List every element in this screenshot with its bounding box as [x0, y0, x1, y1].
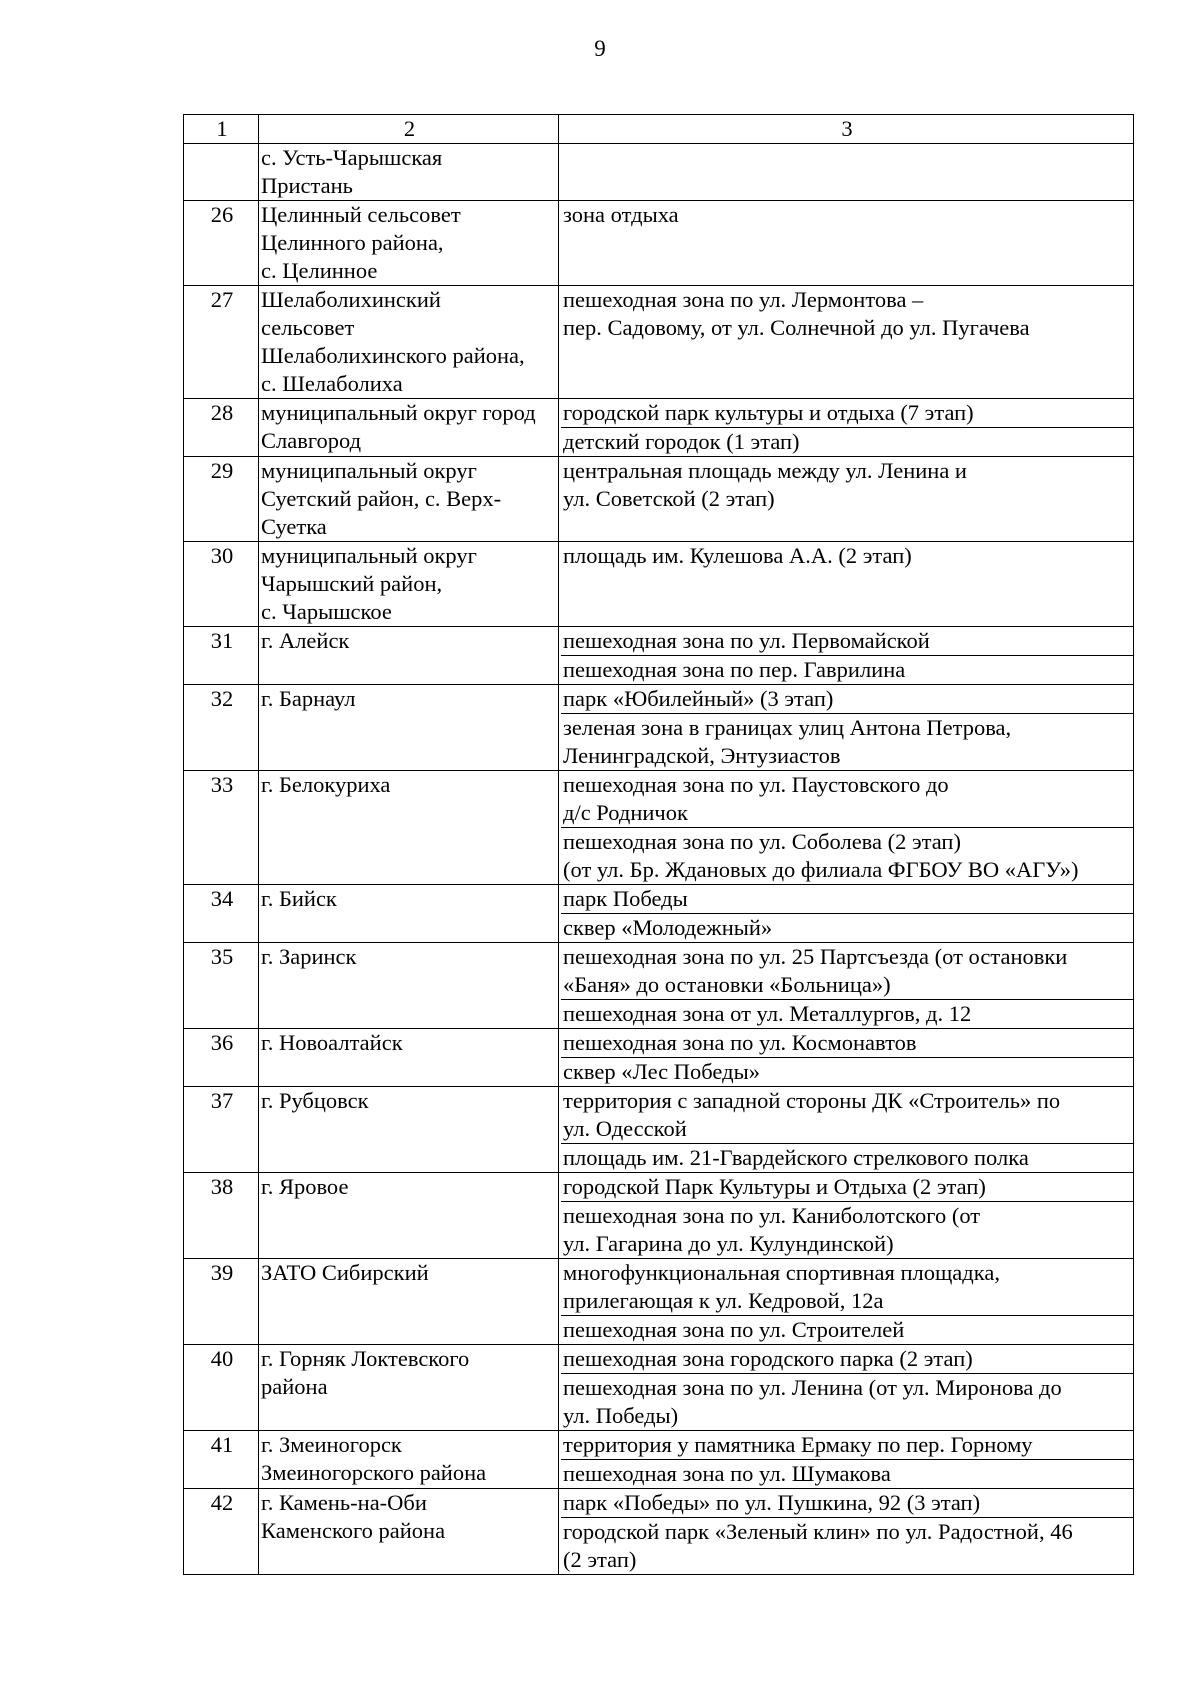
municipality-name: г. Барнаул [259, 685, 559, 771]
object-item: городской парк «Зеленый клин» по ул. Радостной, 46 (2 этап) [561, 1517, 1133, 1574]
table-header-row [184, 115, 1134, 144]
page-number: 9 [594, 36, 606, 61]
object-item: парк «Юбилейный» (3 этап) [563, 686, 834, 711]
municipality-name: г. Новоалтайск [259, 1029, 559, 1087]
table-row [184, 1489, 1134, 1575]
object-item: пешеходная зона по ул. Первомайской [563, 628, 930, 653]
objects-cell [559, 771, 1134, 885]
object-item: многофункциональная спортивная площадка, прилегающая к ул. Кедровой, 12а [563, 1260, 1000, 1313]
municipality-name: Шелаболихинский сельсовет Шелаболихинского района, с. Шелаболиха [259, 286, 559, 399]
object-item: парк Победы [563, 886, 688, 911]
objects-cell [559, 457, 1134, 542]
objects-table [183, 114, 1134, 1575]
row-number: 28 [184, 399, 259, 457]
municipality-name: г. Змеиногорск Змеиногорского района [259, 1431, 559, 1489]
table-row [184, 1087, 1134, 1173]
table-row [184, 286, 1134, 399]
row-number: 31 [184, 627, 259, 685]
table-header [184, 115, 1134, 144]
column-header-1: 1 [184, 115, 259, 144]
object-item: пешеходная зона от ул. Металлургов, д. 12 [561, 999, 1133, 1028]
row-number: 36 [184, 1029, 259, 1087]
row-number: 33 [184, 771, 259, 885]
table-body [184, 144, 1134, 1575]
row-number: 26 [184, 201, 259, 286]
row-number: 37 [184, 1087, 259, 1173]
object-item: зеленая зона в границах улиц Антона Петрова, Ленинградской, Энтузиастов [561, 713, 1133, 770]
object-item: пешеходная зона по ул. 25 Партсъезда (от остановки «Баня» до остановки «Больница») [563, 944, 1068, 997]
table-row [184, 1345, 1134, 1431]
objects-cell [559, 1259, 1134, 1345]
row-number: 40 [184, 1345, 259, 1431]
table-row [184, 542, 1134, 627]
object-item: сквер «Лес Победы» [561, 1057, 1133, 1086]
object-item: парк «Победы» по ул. Пушкина, 92 (3 этап) [563, 1490, 981, 1515]
object-item: пешеходная зона городского парка (2 этап) [563, 1346, 973, 1371]
row-number: 38 [184, 1173, 259, 1259]
object-item: пешеходная зона по ул. Паустовского до д/с Родничок [563, 772, 949, 825]
object-item: зона отдыха [563, 202, 679, 227]
objects-cell [559, 943, 1134, 1029]
objects-cell [559, 1029, 1134, 1087]
table-row [184, 144, 1134, 201]
municipality-name: г. Заринск [259, 943, 559, 1029]
object-item: площадь им. Кулешова А.А. (2 этап) [563, 543, 912, 568]
municipality-name: г. Алейск [259, 627, 559, 685]
objects-cell [559, 685, 1134, 771]
column-header-3: 3 [559, 115, 1134, 144]
object-item: пешеходная зона по пер. Гаврилина [561, 655, 1133, 684]
municipality-name: муниципальный округ Чарышский район, с. Чарышское [259, 542, 559, 627]
row-number: 27 [184, 286, 259, 399]
table-row [184, 1259, 1134, 1345]
object-item: площадь им. 21-Гвардейского стрелкового полка [561, 1143, 1133, 1172]
objects-cell [559, 885, 1134, 943]
object-item: городской парк культуры и отдыха (7 этап) [563, 400, 974, 425]
municipality-name: г. Горняк Локтевского района [259, 1345, 559, 1431]
municipality-name: Целинный сельсовет Целинного района, с. Целинное [259, 201, 559, 286]
table-row [184, 399, 1134, 457]
row-number: 30 [184, 542, 259, 627]
object-item: территория с западной стороны ДК «Строитель» по ул. Одесской [563, 1088, 1061, 1141]
object-item: пешеходная зона по ул. Ленина (от ул. Миронова до ул. Победы) [561, 1373, 1133, 1430]
table-row [184, 771, 1134, 885]
row-number: 41 [184, 1431, 259, 1489]
municipality-name: муниципальный округ город Славгород [259, 399, 559, 457]
municipality-name: г. Яровое [259, 1173, 559, 1259]
table-row [184, 1431, 1134, 1489]
row-number: 42 [184, 1489, 259, 1575]
row-number: 35 [184, 943, 259, 1029]
municipality-name: с. Усть-Чарышская Пристань [259, 144, 559, 201]
objects-cell [559, 1087, 1134, 1173]
row-number: 32 [184, 685, 259, 771]
object-item: территория у памятника Ермаку по пер. Горному [563, 1432, 1033, 1457]
table-row [184, 1173, 1134, 1259]
table-row [184, 943, 1134, 1029]
table-row [184, 885, 1134, 943]
objects-cell [559, 1431, 1134, 1489]
objects-cell [559, 1345, 1134, 1431]
object-item: пешеходная зона по ул. Лермонтова – пер. Садовому, от ул. Солнечной до ул. Пугачева [563, 287, 1030, 340]
row-number: 29 [184, 457, 259, 542]
objects-cell [559, 542, 1134, 627]
table-row [184, 201, 1134, 286]
objects-cell [559, 144, 1134, 201]
object-item: городской Парк Культуры и Отдыха (2 этап) [563, 1174, 986, 1199]
municipality-name: г. Бийск [259, 885, 559, 943]
table-row [184, 627, 1134, 685]
objects-cell [559, 399, 1134, 457]
object-item: детский городок (1 этап) [561, 427, 1133, 456]
municipality-name: г. Белокуриха [259, 771, 559, 885]
objects-cell [559, 1489, 1134, 1575]
municipality-name: ЗАТО Сибирский [259, 1259, 559, 1345]
object-item: сквер «Молодежный» [561, 913, 1133, 942]
objects-cell [559, 1173, 1134, 1259]
municipality-name: г. Камень-на-Оби Каменского района [259, 1489, 559, 1575]
objects-cell [559, 627, 1134, 685]
objects-cell [559, 201, 1134, 286]
table-row [184, 1029, 1134, 1087]
row-number: 39 [184, 1259, 259, 1345]
object-item: пешеходная зона по ул. Строителей [561, 1315, 1133, 1344]
objects-cell [559, 286, 1134, 399]
row-number [184, 144, 259, 201]
row-number: 34 [184, 885, 259, 943]
municipality-name: г. Рубцовск [259, 1087, 559, 1173]
object-item: пешеходная зона по ул. Космонавтов [563, 1030, 917, 1055]
column-header-2: 2 [259, 115, 559, 144]
object-item: пешеходная зона по ул. Шумакова [561, 1459, 1133, 1488]
table-row [184, 685, 1134, 771]
object-item: центральная площадь между ул. Ленина и ул. Советской (2 этап) [563, 458, 967, 511]
municipality-name: муниципальный округ Суетский район, с. Верх- Суетка [259, 457, 559, 542]
object-item: пешеходная зона по ул. Каниболотского (от ул. Гагарина до ул. Кулундинской) [561, 1201, 1133, 1258]
object-item: пешеходная зона по ул. Соболева (2 этап) (от ул. Бр. Ждановых до филиала ФГБОУ ВО «АГУ») [561, 827, 1133, 884]
table-row [184, 457, 1134, 542]
